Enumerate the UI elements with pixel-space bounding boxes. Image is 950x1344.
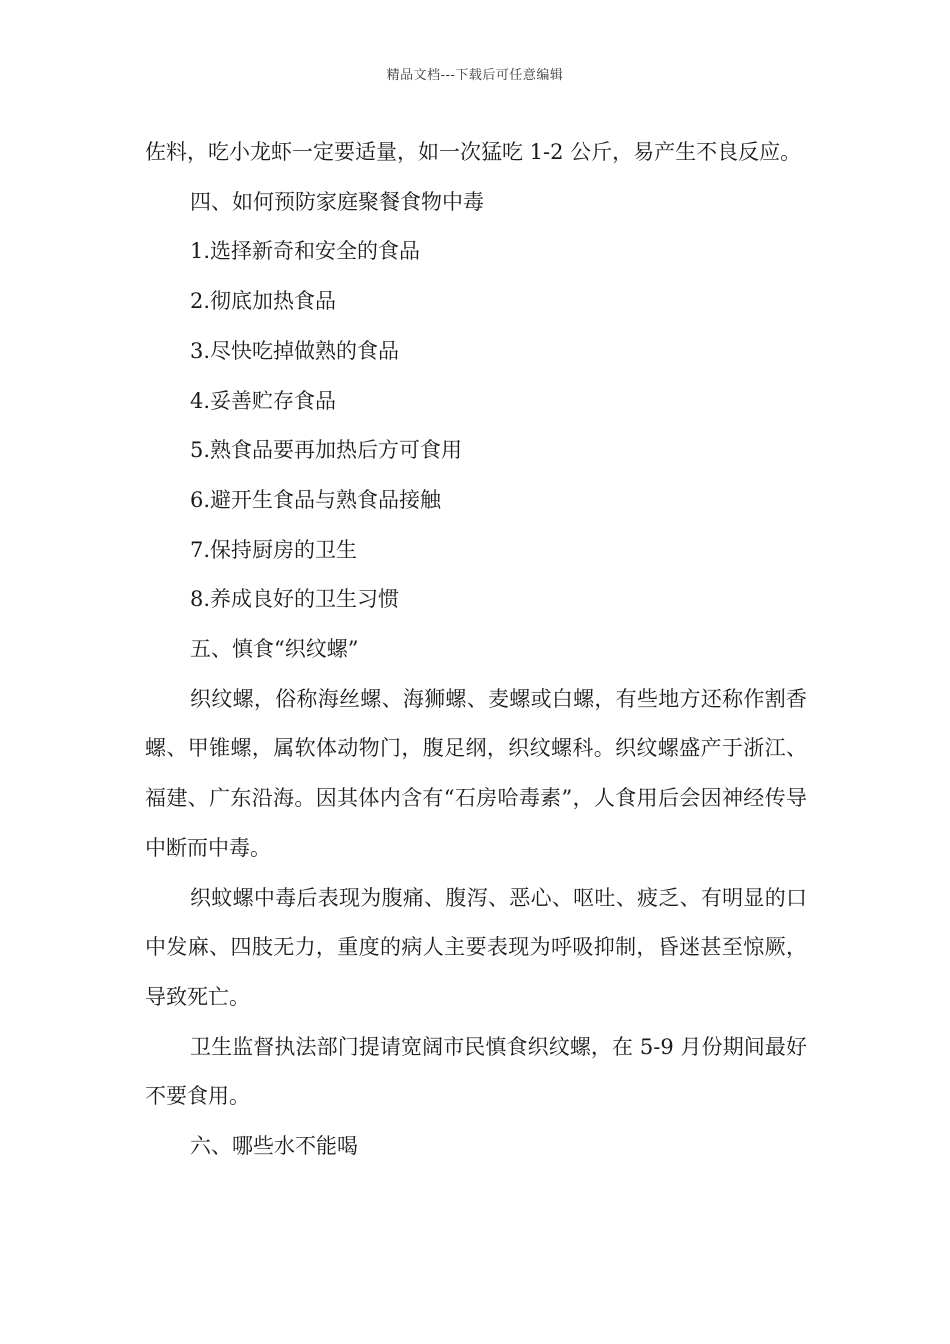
paragraph: 卫生监督执法部门提请宽阔市民慎食织纹螺，在 5-9 月份期间最好不要食用。 [145,1034,807,1109]
list-item: 3.尽快吃掉做熟的食品 [190,338,400,363]
section-heading-6: 六、哪些水不能喝 [190,1134,358,1159]
page-header: 精品文档---下载后可任意编辑 [386,68,564,83]
list-item: 6.避开生食品与熟食品接触 [190,487,442,512]
section-heading-5: 五、慎食“织纹螺” [190,637,359,662]
paragraph: 织纹螺，俗称海丝螺、海狮螺、麦螺或白螺，有些地方还称作割香螺、甲锥螺，属软体动物门，腹足纲，织纹螺科。织纹螺盛产于浙江、福建、广东沿海。因其体内含有“石房哈毒素”，人食用后会因神经传导中断而中毒。 [145,686,807,860]
list-item: 5.熟食品要再加热后方可食用 [190,438,463,463]
list-item: 2.彻底加热食品 [190,289,337,314]
paragraph: 织蚊螺中毒后表现为腹痛、腹泻、恶心、呕吐、疲乏、有明显的口中发麻、四肢无力，重度的病人主要表现为呼吸抑制，昏迷甚至惊厥，导致死亡。 [145,885,807,1009]
list-item: 1.选择新奇和安全的食品 [190,239,421,264]
section-heading-4: 四、如何预防家庭聚餐食物中毒 [190,189,484,214]
document-body [145,128,807,1172]
list-item: 7.保持厨房的卫生 [190,537,358,562]
list-item: 8.养成良好的卫生习惯 [190,587,400,612]
paragraph: 佐料，吃小龙虾一定要适量，如一次猛吃 1-2 公斤，易产生不良反应。 [145,140,802,164]
list-item: 4.妥善贮存食品 [190,388,337,413]
